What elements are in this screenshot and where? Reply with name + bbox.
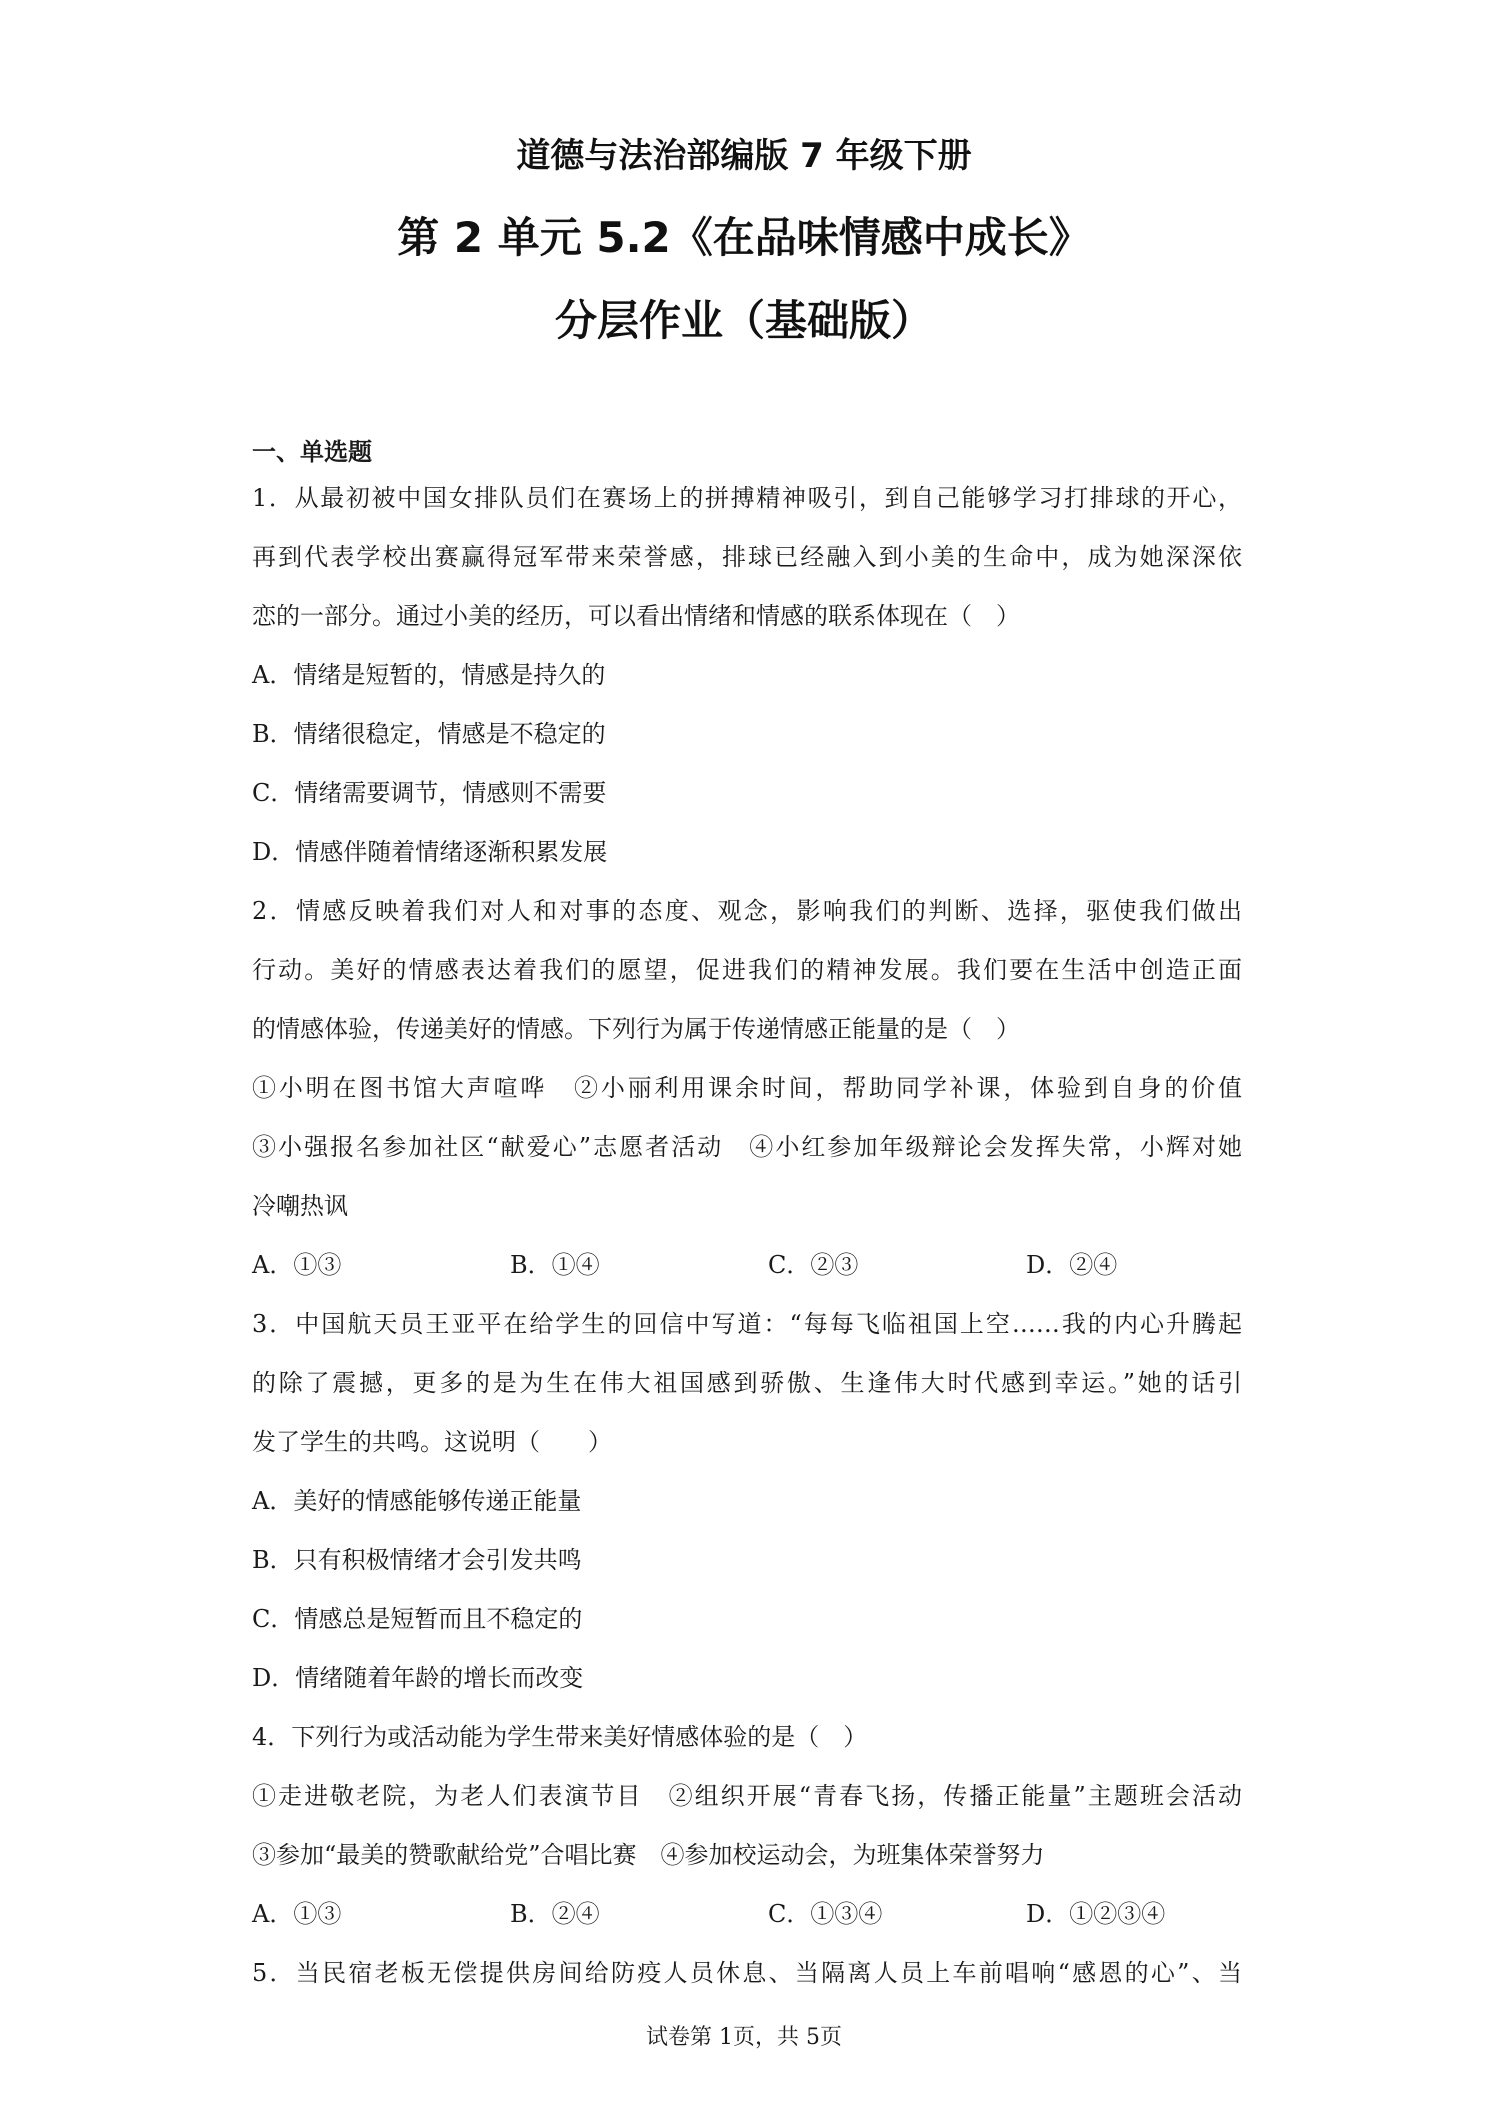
q1-option-d: D．情感伴随着情绪逐渐积累发展 [252, 838, 608, 866]
q2-stem-line: ①小明在图书馆大声喧哗 ②小丽利用课余时间，帮助同学补课，体验到自身的价值 [252, 1074, 1242, 1102]
q1-option-b: B．情绪很稳定，情感是不稳定的 [252, 720, 606, 748]
q3-option-a: A．美好的情感能够传递正能量 [252, 1487, 582, 1515]
q2-option-c: C．②③ [768, 1251, 859, 1279]
q2-stem-line: 的情感体验，传递美好的情感。下列行为属于传递情感正能量的是（ ） [252, 1015, 1020, 1043]
q2-option-b: B．①④ [510, 1251, 600, 1279]
q2-option-a: A．①③ [252, 1251, 342, 1279]
q4-stem-line: ③参加“最美的赞歌献给党”合唱比赛 ④参加校运动会，为班集体荣誉努力 [252, 1841, 1045, 1869]
q4-option-b: B．②④ [510, 1900, 600, 1928]
q1-option-c: C．情绪需要调节，情感则不需要 [252, 779, 607, 807]
q2-stem-line: 行动。美好的情感表达着我们的愿望，促进我们的精神发展。我们要在生活中创造正面 [252, 956, 1242, 984]
q5-stem-line: 5．当民宿老板无偿提供房间给防疫人员休息、当隔离人员上车前唱响“感恩的心”、当 [252, 1959, 1242, 1987]
q2-stem-line: 冷嘲热讽 [252, 1192, 348, 1220]
q3-stem-line: 3．中国航天员王亚平在给学生的回信中写道：“每每飞临祖国上空……我的内心升腾起 [252, 1310, 1242, 1338]
q3-option-c: C．情感总是短暂而且不稳定的 [252, 1605, 583, 1633]
doc-title-line1: 道德与法治部编版 7 年级下册 [516, 136, 972, 176]
section-title: 一、单选题 [252, 438, 372, 466]
q2-option-d: D．②④ [1026, 1251, 1118, 1279]
page-footer: 试卷第 1页，共 5页 [646, 2025, 842, 2050]
q3-stem-line: 发了学生的共鸣。这说明（ ） [252, 1428, 612, 1456]
doc-title-line2: 第 2 单元 5.2《在品味情感中成长》 [397, 213, 1091, 262]
q2-stem-line: 2．情感反映着我们对人和对事的态度、观念，影响我们的判断、选择，驱使我们做出 [252, 897, 1242, 925]
q4-option-d: D．①②③④ [1026, 1900, 1166, 1928]
q1-option-a: A．情绪是短暂的，情感是持久的 [252, 661, 606, 689]
q1-stem-line: 恋的一部分。通过小美的经历，可以看出情绪和情感的联系体现在（ ） [252, 602, 1020, 630]
q3-option-b: B．只有积极情绪才会引发共鸣 [252, 1546, 582, 1574]
q1-stem-line: 再到代表学校出赛赢得冠军带来荣誉感，排球已经融入到小美的生命中，成为她深深依 [252, 543, 1242, 571]
doc-title-line3: 分层作业（基础版） [554, 296, 933, 345]
q4-option-c: C．①③④ [768, 1900, 883, 1928]
q2-stem-line: ③小强报名参加社区“献爱心”志愿者活动 ④小红参加年级辩论会发挥失常，小辉对她 [252, 1133, 1242, 1161]
q1-stem-line: 1．从最初被中国女排队员们在赛场上的拼搏精神吸引，到自己能够学习打排球的开心， [252, 484, 1242, 512]
q3-stem-line: 的除了震撼，更多的是为生在伟大祖国感到骄傲、生逢伟大时代感到幸运。”她的话引 [252, 1369, 1242, 1397]
q4-stem-line: 4．下列行为或活动能为学生带来美好情感体验的是（ ） [252, 1723, 868, 1751]
q4-option-a: A．①③ [252, 1900, 342, 1928]
q4-stem-line: ①走进敬老院，为老人们表演节目 ②组织开展“青春飞扬，传播正能量”主题班会活动 [252, 1782, 1242, 1810]
q3-option-d: D．情绪随着年龄的增长而改变 [252, 1664, 584, 1692]
